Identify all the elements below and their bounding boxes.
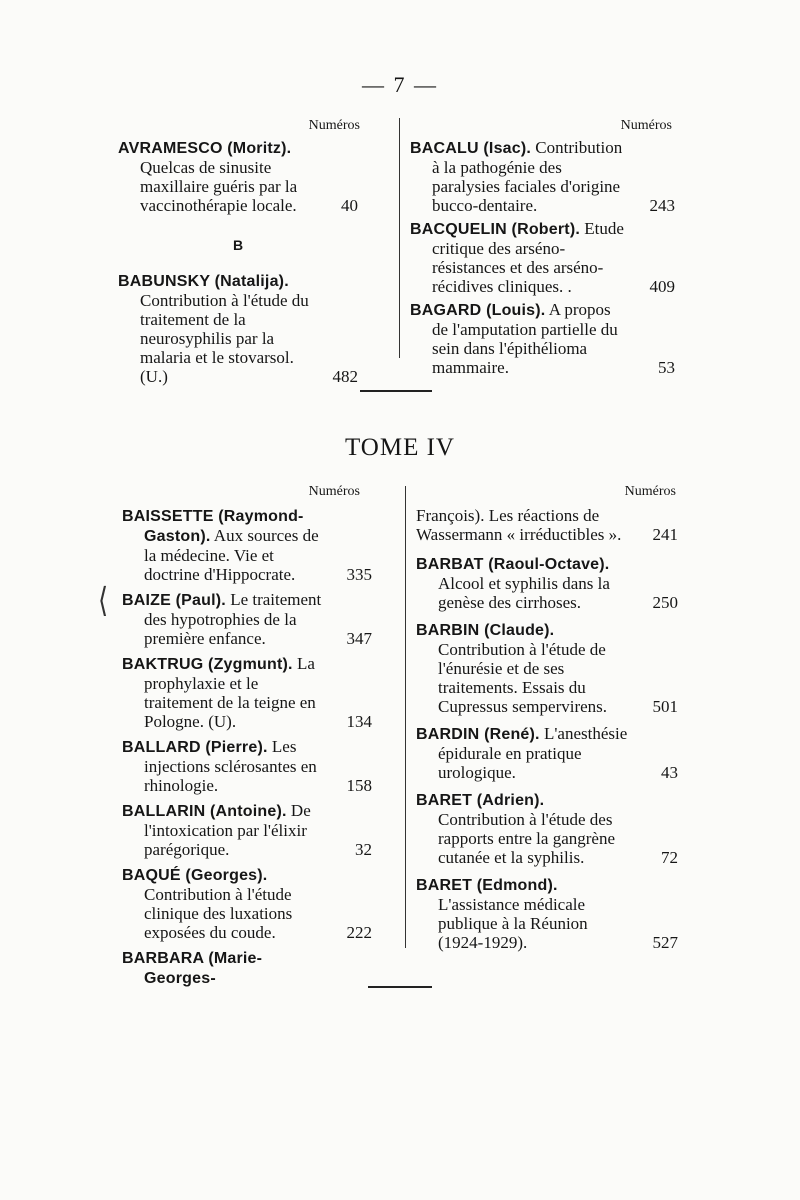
author-name: BARBARA (Marie-Georges- <box>122 950 263 987</box>
entry-title: Etude critique des arséno-résistances et des arséno-récidives cliniques. . <box>432 219 624 296</box>
list-item <box>118 271 358 386</box>
author-name: BARET (Adrien). <box>416 792 545 809</box>
author-name: BARBAT (Raoul-Octave). <box>416 556 610 573</box>
entry-number: 53 <box>658 358 675 377</box>
list-item <box>122 948 372 988</box>
left-column-header: Numéros <box>308 118 360 133</box>
list-item-continuation <box>416 506 678 544</box>
page-number: — 7 — <box>362 72 438 97</box>
list-item <box>410 300 675 377</box>
column-divider <box>405 486 406 948</box>
entry-title: De l'intoxication par l'élixir parégorique. <box>144 801 311 859</box>
entry-number: 43 <box>661 763 678 782</box>
entry-title: L'assistance médicale publique à la Réunion (1924-1929). <box>438 895 588 952</box>
author-name: BAIZE (Paul). <box>122 592 226 609</box>
entry-title: Les injections sclérosantes en rhinologie. <box>144 737 317 795</box>
list-item <box>122 801 372 859</box>
entry-number: 40 <box>341 196 358 215</box>
author-name: BABUNSKY (Natalija). <box>118 273 289 290</box>
entry-title: L'anesthésie épidurale en pratique urologique. <box>438 724 628 782</box>
entry-title: Quelcas de sinusite maxillaire guéris par la vaccinothérapie locale. <box>140 158 298 215</box>
list-item <box>118 138 358 215</box>
author-name: BAISSETTE (Raymond-Gaston). <box>122 508 304 545</box>
author-name: BARET (Edmond). <box>416 877 558 894</box>
author-name: BACQUELIN (Robert). <box>410 221 581 238</box>
left-column-section1 <box>118 138 358 386</box>
list-item <box>416 554 678 612</box>
entry-title: Contribution à l'étude de l'énurésie et de ses traitements. Essais du Cupressus sempervirens. <box>438 640 608 716</box>
author-name: BAKTRUG (Zygmunt). <box>122 656 293 673</box>
entry-title: Alcool et syphilis dans la genèse des cirrhoses. <box>438 574 610 612</box>
entry-title: Le traitement des hypotrophies de la première enfance. <box>144 590 322 648</box>
author-name: BALLARD (Pierre). <box>122 739 268 756</box>
author-name: BAGARD (Louis). <box>410 302 546 319</box>
right-column-section1 <box>410 138 675 377</box>
entry-title: A propos de l'amputation partielle du sein dans l'épithélioma mammaire. <box>432 300 618 377</box>
list-item <box>410 219 675 296</box>
entry-number: 72 <box>661 848 678 867</box>
entry-title: Contribution à la pathogénie des paralysies faciales d'origine bucco-dentaire. <box>432 138 623 215</box>
list-item <box>416 620 678 716</box>
footer-rule <box>368 986 432 988</box>
entry-number: 32 <box>355 840 372 859</box>
author-name: BARDIN (René). <box>416 726 540 743</box>
list-item <box>122 654 372 731</box>
left-column-header: Numéros <box>308 484 360 499</box>
entry-number: 222 <box>346 923 372 942</box>
list-item <box>122 737 372 795</box>
right-column-header: Numéros <box>620 118 672 133</box>
section-divider-rule <box>360 390 432 392</box>
entry-number: 527 <box>652 933 678 952</box>
entry-number: 134 <box>346 712 372 731</box>
entry-title: Contribution à l'étude des rapports entre la gangrène cutanée et la syphilis. <box>438 810 615 867</box>
entry-title: Contribution à l'étude clinique des luxations exposées du coude. <box>144 885 293 942</box>
list-item <box>416 875 678 952</box>
entry-number: 482 <box>332 367 358 386</box>
entry-title: La prophylaxie et le traitement de la teigne en Pologne. (U). <box>144 654 316 731</box>
author-name: AVRAMESCO (Moritz). <box>118 140 292 157</box>
entry-number: 158 <box>346 776 372 795</box>
column-divider <box>399 118 400 358</box>
list-item <box>122 506 372 584</box>
entry-title: Aux sources de la médecine. Vie et doctrine d'Hippocrate. <box>144 526 319 584</box>
list-item <box>122 865 372 942</box>
list-item <box>122 590 372 648</box>
entry-number: 409 <box>649 277 675 296</box>
right-column-header: Numéros <box>624 484 676 499</box>
tome-title: TOME IV <box>344 434 455 461</box>
entry-title: François). Les réactions de Wassermann « irréductibles ». <box>416 506 622 544</box>
entry-number: 335 <box>346 565 372 584</box>
entry-number: 501 <box>652 697 678 716</box>
entry-number: 250 <box>652 593 678 612</box>
margin-mark: ⟨ <box>98 581 109 620</box>
left-column-section2 <box>122 506 372 988</box>
author-name: BAQUÉ (Georges). <box>122 867 268 884</box>
entry-number: 243 <box>649 196 675 215</box>
author-name: BALLARIN (Antoine). <box>122 803 287 820</box>
list-item <box>410 138 675 215</box>
right-column-section2 <box>416 506 678 952</box>
author-name: BACALU (Isac). <box>410 140 532 157</box>
section-letter: B <box>232 237 244 253</box>
entry-title: Contribution à l'étude du traitement de la neurosyphilis par la malaria et le stovarsol. (U.) <box>140 291 309 386</box>
entry-number: 347 <box>346 629 372 648</box>
list-item <box>416 790 678 867</box>
list-item <box>416 724 678 782</box>
entry-number: 241 <box>652 525 678 544</box>
author-name: BARBIN (Claude). <box>416 622 555 639</box>
